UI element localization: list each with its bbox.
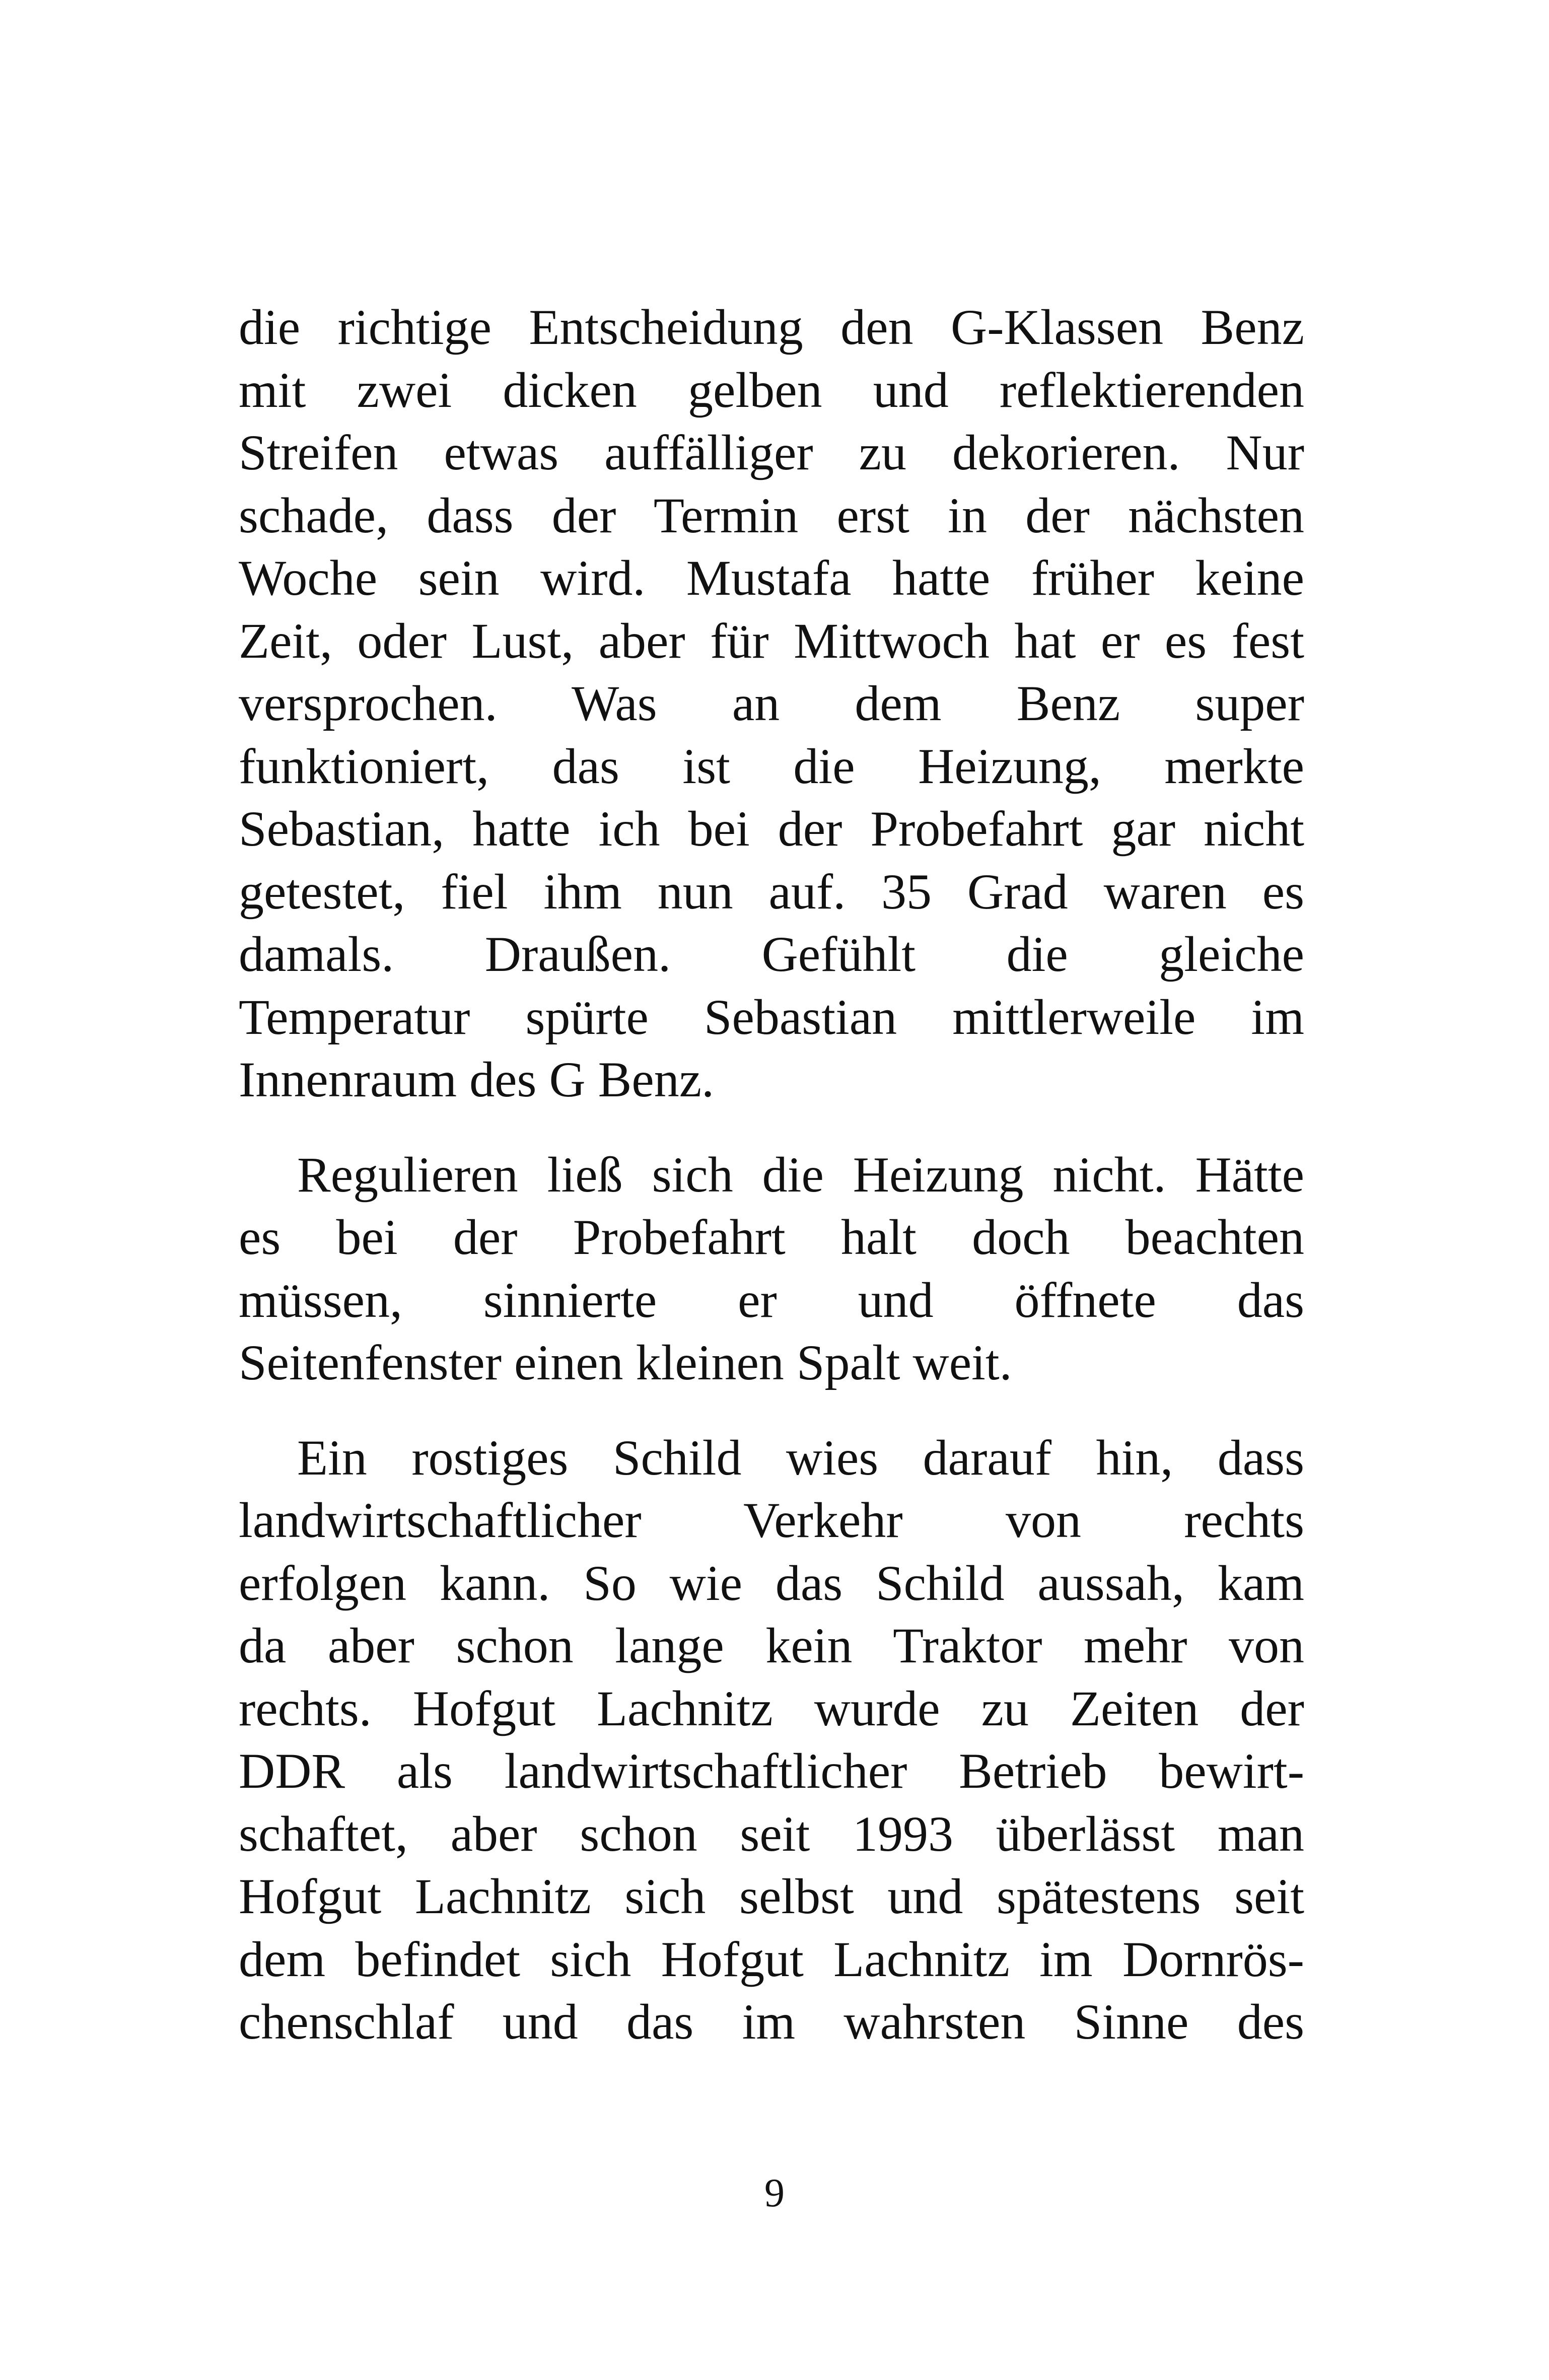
text-line: schaftet, aber schon seit 1993 überlässt man: [239, 1805, 1304, 1862]
text-line: Regulieren ließ sich die Heizung nicht. Hätte: [297, 1146, 1304, 1203]
text-line: Innenraum des G Benz.: [239, 1052, 715, 1107]
text-line: dem befindet sich Hofgut Lachnitz im Dornrös-: [239, 1931, 1304, 1987]
text-line: damals. Draußen. Gefühlt die gleiche: [239, 926, 1304, 982]
text-line: schade, dass der Termin erst in der nächsten: [239, 487, 1304, 543]
text-line: Ein rostiges Schild wies darauf hin, dass: [297, 1429, 1304, 1486]
page-number: 9: [764, 2171, 785, 2215]
text-line: versprochen. Was an dem Benz super: [239, 675, 1304, 731]
text-line: Streifen etwas auffälliger zu dekorieren. Nur: [239, 425, 1304, 480]
text-line: funktioniert, das ist die Heizung, merkte: [239, 738, 1304, 794]
text-line: getestet, fiel ihm nun auf. 35 Grad waren es: [239, 863, 1304, 920]
text-line: Seitenfenster einen kleinen Spalt weit.: [239, 1335, 1012, 1390]
text-line: Hofgut Lachnitz sich selbst und spätestens seit: [239, 1868, 1304, 1924]
text-line: DDR als landwirtschaftlicher Betrieb bewirt-: [239, 1743, 1304, 1799]
text-line: die richtige Entscheidung den G-Klassen Benz: [239, 299, 1304, 355]
text-line: da aber schon lange kein Traktor mehr von: [239, 1618, 1304, 1673]
paragraph-2: [239, 1144, 1304, 1394]
text-line: landwirtschaftlicher Verkehr von rechts: [239, 1492, 1304, 1548]
paragraph-1: [239, 296, 1304, 1111]
text-line: Zeit, oder Lust, aber für Mittwoch hat er es fest: [239, 612, 1304, 669]
paragraph-gap: [239, 1111, 1304, 1144]
text-line: Sebastian, hatte ich bei der Probefahrt gar nicht: [239, 801, 1304, 857]
body-text: [239, 296, 1304, 2054]
text-line: es bei der Probefahrt halt doch beachten: [239, 1209, 1304, 1265]
text-line: müssen, sinnierte er und öffnete das: [239, 1272, 1304, 1328]
paragraph-3: [239, 1427, 1304, 2054]
text-line: erfolgen kann. So wie das Schild aussah, kam: [239, 1555, 1304, 1611]
text-line: chenschlaf und das im wahrsten Sinne des: [239, 1994, 1304, 2050]
text-line: Temperatur spürte Sebastian mittlerweile im: [239, 989, 1304, 1045]
text-line: mit zwei dicken gelben und reflektierenden: [239, 362, 1304, 418]
paragraph-gap: [239, 1394, 1304, 1427]
text-line: rechts. Hofgut Lachnitz wurde zu Zeiten der: [239, 1680, 1304, 1736]
text-line: Woche sein wird. Mustafa hatte früher keine: [239, 550, 1304, 606]
